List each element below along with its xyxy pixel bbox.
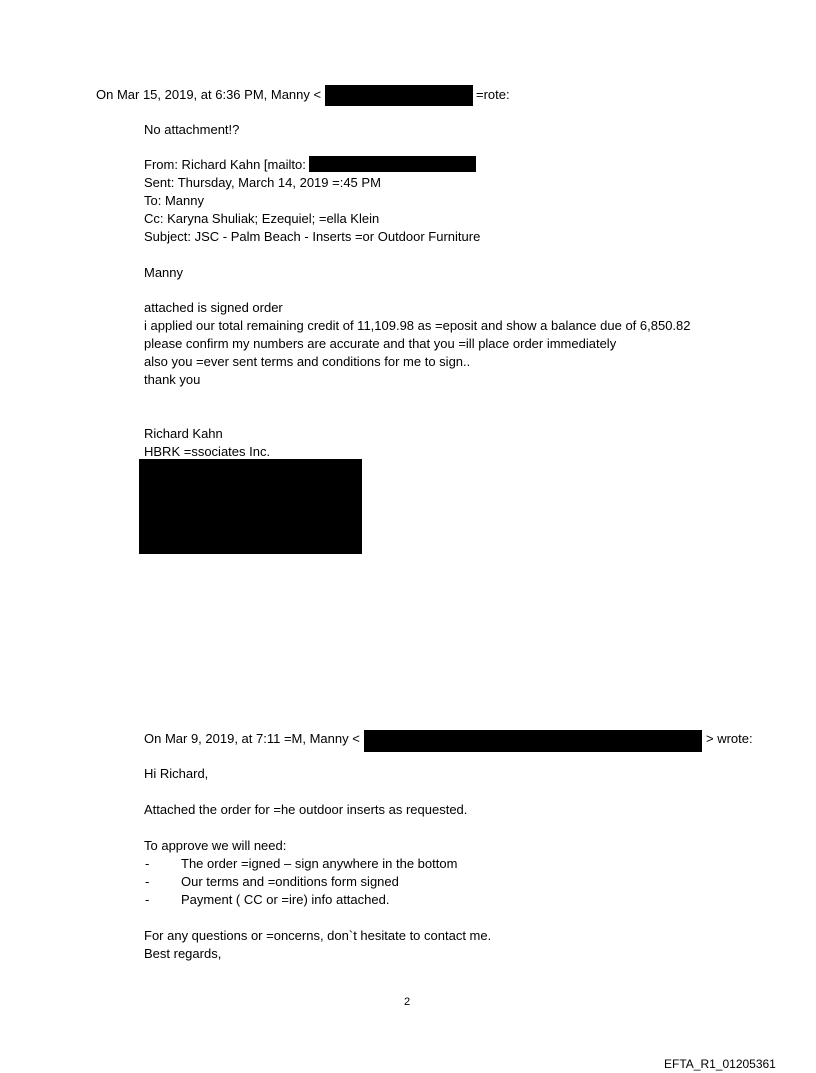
document-id: EFTA_R1_01205361 <box>664 1057 776 1071</box>
from-line: From: Richard Kahn [mailto: <box>144 157 306 172</box>
redaction-block <box>364 730 702 752</box>
list-item: Our terms and =onditions form signed <box>181 874 399 889</box>
greeting: Hi Richard, <box>144 766 209 781</box>
redaction-block <box>139 459 362 554</box>
closing-line: For any questions or =oncerns, don`t hesitate to contact me. <box>144 928 492 943</box>
reply-text: No attachment!? <box>144 122 240 137</box>
closing-regards: Best regards, <box>144 946 222 961</box>
bullet-marker: - <box>145 856 150 871</box>
list-item: Payment ( CC or =ire) info attached. <box>181 892 390 907</box>
subject-line: Subject: JSC - Palm Beach - Inserts =or Outdoor Furniture <box>144 229 481 244</box>
header-line-suffix: =rote: <box>476 87 510 102</box>
body-line: please confirm my numbers are accurate and that you =ill place order immediately <box>144 336 617 351</box>
redaction-block <box>325 85 473 106</box>
salutation: Manny <box>144 265 184 280</box>
page-number: 2 <box>404 996 411 1008</box>
signature-name: Richard Kahn <box>144 426 223 441</box>
header-line-prefix: On Mar 15, 2019, at 6:36 PM, Manny < <box>96 87 322 102</box>
second-header-prefix: On Mar 9, 2019, at 7:11 =M, Manny < <box>144 731 360 746</box>
order-line: Attached the order for =he outdoor inserts as requested. <box>144 802 468 817</box>
approve-intro: To approve we will need: <box>144 838 287 853</box>
cc-line: Cc: Karyna Shuliak; Ezequiel; =ella Klein <box>144 211 380 226</box>
body-line: also you =ever sent terms and conditions for me to sign.. <box>144 354 471 369</box>
redaction-block <box>309 156 476 172</box>
body-line: i applied our total remaining credit of 11,109.98 as =eposit and show a balance due of 6,850.82 <box>144 318 691 333</box>
to-line: To: Manny <box>144 193 204 208</box>
body-line: attached is signed order <box>144 300 283 315</box>
bullet-marker: - <box>145 892 150 907</box>
signature-company: HBRK =ssociates Inc. <box>144 444 271 459</box>
bullet-marker: - <box>145 874 150 889</box>
second-header-suffix: > wrote: <box>706 731 753 746</box>
sent-line: Sent: Thursday, March 14, 2019 =:45 PM <box>144 175 381 190</box>
list-item: The order =igned – sign anywhere in the bottom <box>181 856 458 871</box>
body-line: thank you <box>144 372 201 387</box>
